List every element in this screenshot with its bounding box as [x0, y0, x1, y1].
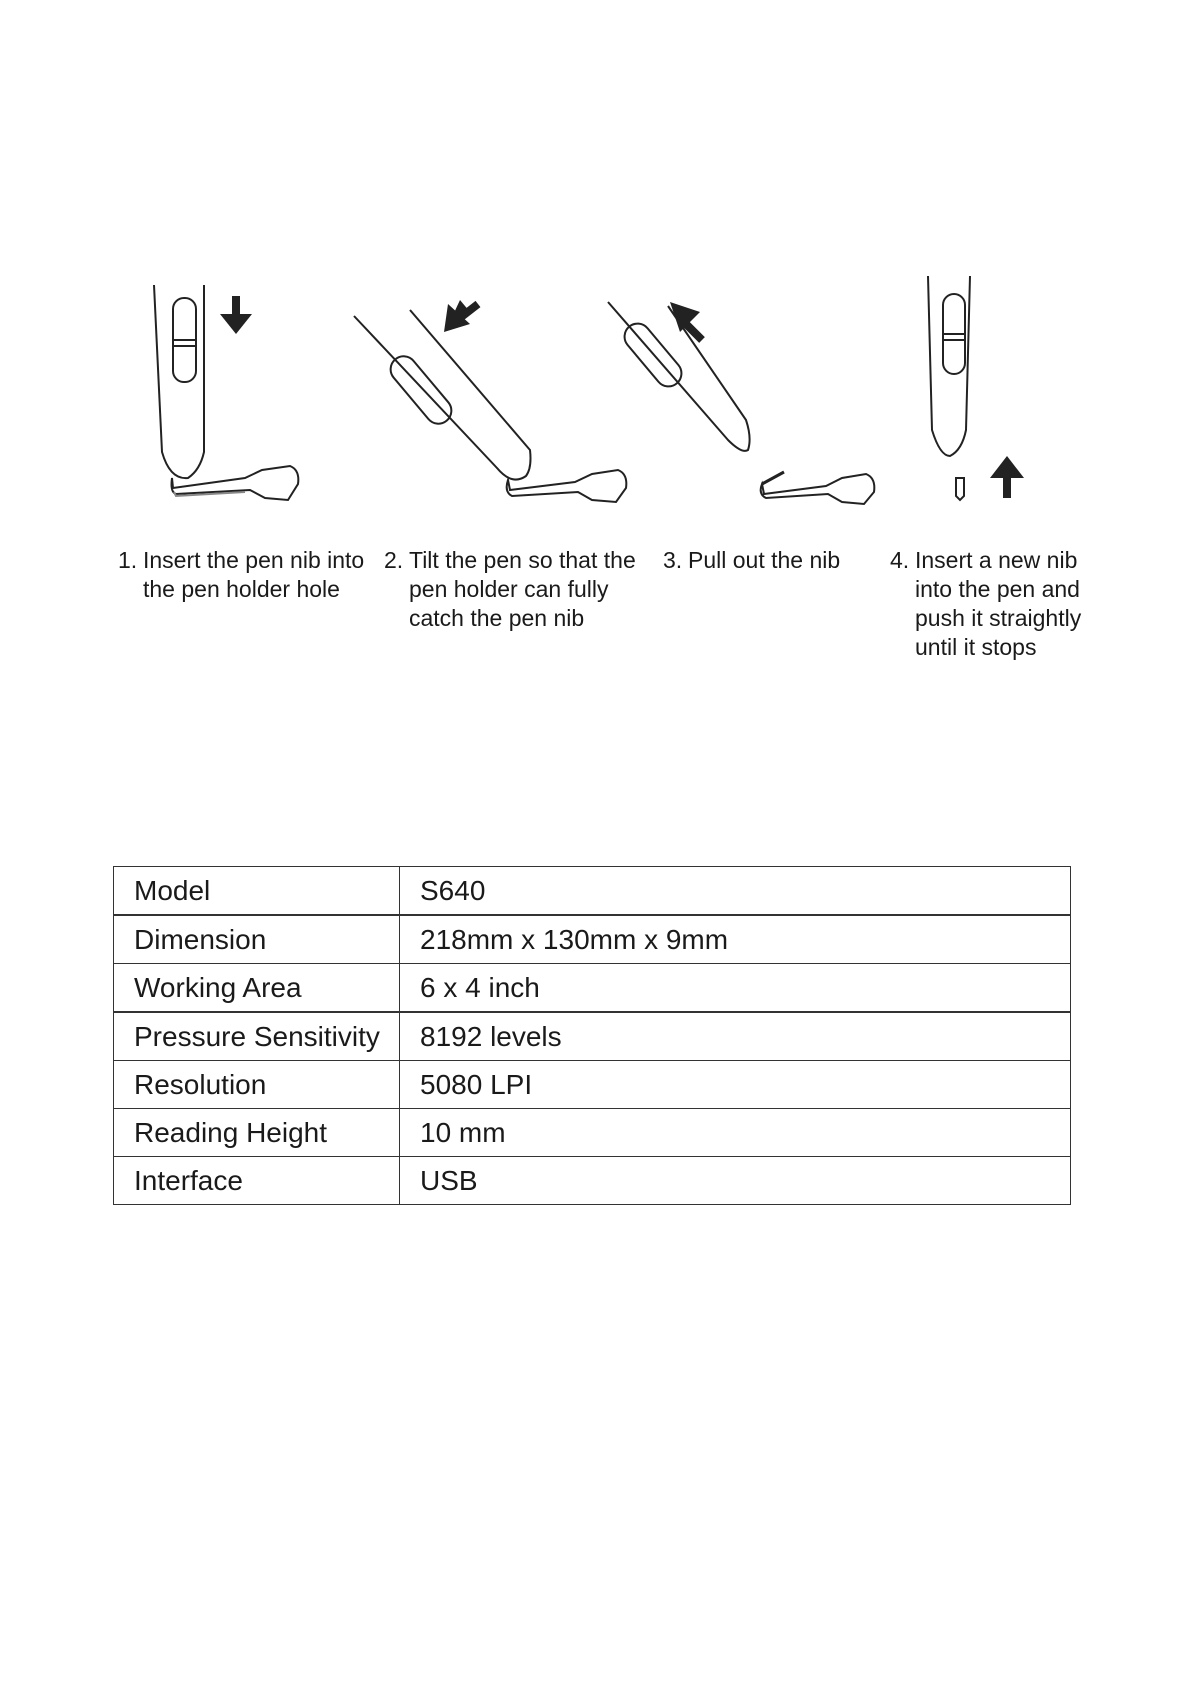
- spec-value: 5080 LPI: [400, 1061, 1071, 1109]
- table-row: [114, 1109, 1071, 1157]
- step-1: [118, 546, 380, 604]
- step-3-text: Pull out the nib: [688, 547, 841, 573]
- step-3-number: 3.: [663, 547, 683, 573]
- step-4-number: 4.: [890, 547, 910, 573]
- diagonal-up-left-arrow-icon: [670, 302, 702, 340]
- spec-value: 10 mm: [400, 1109, 1071, 1157]
- spec-label: Resolution: [114, 1061, 400, 1109]
- spec-label: Interface: [114, 1157, 400, 1205]
- table-row: [114, 964, 1071, 1013]
- diagonal-down-left-arrow-icon: [444, 300, 478, 332]
- table-row: [114, 867, 1071, 916]
- specifications-table: [113, 866, 1071, 1205]
- up-arrow-icon: [990, 456, 1024, 498]
- nib-replacement-illustrations: [0, 0, 1191, 540]
- spec-value: 8192 levels: [400, 1012, 1071, 1061]
- table-row: [114, 915, 1071, 964]
- nib-holder-2: [507, 470, 627, 502]
- nib-holder-3: [761, 474, 875, 504]
- down-arrow-icon: [220, 296, 252, 334]
- pen-button-2: [385, 351, 456, 429]
- step-2-number: 2.: [384, 547, 404, 573]
- step-4-text: Insert a new nib into the pen and push it straightly until it stops: [915, 547, 1082, 660]
- step-3: [663, 546, 893, 575]
- step-1-number: 1.: [118, 547, 138, 573]
- spec-value: USB: [400, 1157, 1071, 1205]
- step-1-text: Insert the pen nib into the pen holder hole: [143, 547, 365, 602]
- spec-label: Dimension: [114, 915, 400, 964]
- spec-value: 6 x 4 inch: [400, 964, 1071, 1013]
- removed-nib: [762, 472, 784, 484]
- step-4: [890, 546, 1120, 662]
- spec-label: Model: [114, 867, 400, 916]
- new-nib: [956, 478, 964, 500]
- spec-label: Pressure Sensitivity: [114, 1012, 400, 1061]
- table-row: [114, 1157, 1071, 1205]
- step-2-text: Tilt the pen so that the pen holder can fully catch the pen nib: [409, 547, 636, 631]
- step-2: [384, 546, 654, 633]
- spec-label: Working Area: [114, 964, 400, 1013]
- spec-label: Reading Height: [114, 1109, 400, 1157]
- table-row: [114, 1061, 1071, 1109]
- step2-illustration: [354, 310, 626, 502]
- step4-illustration: [928, 276, 970, 500]
- table-row: [114, 1012, 1071, 1061]
- spec-value: 218mm x 130mm x 9mm: [400, 915, 1071, 964]
- step3-illustration: [608, 302, 874, 504]
- spec-value: S640: [400, 867, 1071, 916]
